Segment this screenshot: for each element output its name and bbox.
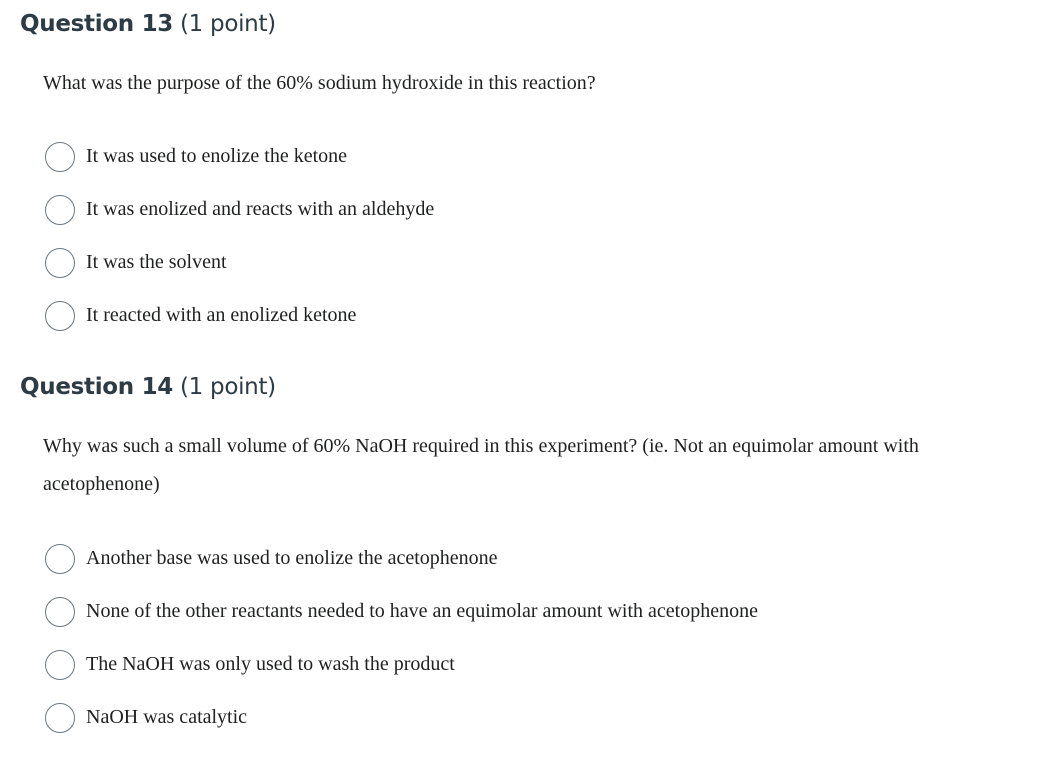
radio-button[interactable] <box>45 195 75 225</box>
answer-choice[interactable] <box>45 691 758 744</box>
answer-choices <box>45 130 434 342</box>
answer-choice-label: The NaOH was only used to wash the product <box>86 653 455 675</box>
radio-button[interactable] <box>45 703 75 733</box>
answer-choice[interactable] <box>45 130 434 183</box>
question-points: (1 point) <box>180 11 276 37</box>
question-text: What was the purpose of the 60% sodium hydroxide in this reaction? <box>43 72 596 94</box>
answer-choice-label: It was the solvent <box>86 251 227 273</box>
radio-button[interactable] <box>45 301 75 331</box>
answer-choice[interactable] <box>45 585 758 638</box>
answer-choice-label: None of the other reactants needed to have an equimolar amount with acetophenone <box>86 600 758 622</box>
radio-button[interactable] <box>45 142 75 172</box>
radio-button[interactable] <box>45 650 75 680</box>
answer-choice-label: Another base was used to enolize the acetophenone <box>86 547 498 569</box>
question-number: Question 14 <box>20 374 173 400</box>
answer-choice-label: It was enolized and reacts with an aldehyde <box>86 198 435 220</box>
answer-choice[interactable] <box>45 236 434 289</box>
answer-choice-label: It reacted with an enolized ketone <box>86 304 357 326</box>
question-title <box>20 8 276 40</box>
radio-button[interactable] <box>45 544 75 574</box>
question-number: Question 13 <box>20 11 173 37</box>
answer-choice[interactable] <box>45 183 434 236</box>
answer-choice[interactable] <box>45 289 434 342</box>
answer-choices <box>45 532 758 744</box>
question-title <box>20 371 276 403</box>
question-points: (1 point) <box>180 374 276 400</box>
answer-choice-label: It was used to enolize the ketone <box>86 145 348 167</box>
answer-choice[interactable] <box>45 532 758 585</box>
radio-button[interactable] <box>45 248 75 278</box>
answer-choice[interactable] <box>45 638 758 691</box>
question-text: Why was such a small volume of 60% NaOH required in this experiment? (ie. Not an equimolar amount with acetophenone) <box>43 435 919 495</box>
radio-button[interactable] <box>45 597 75 627</box>
answer-choice-label: NaOH was catalytic <box>86 706 248 728</box>
